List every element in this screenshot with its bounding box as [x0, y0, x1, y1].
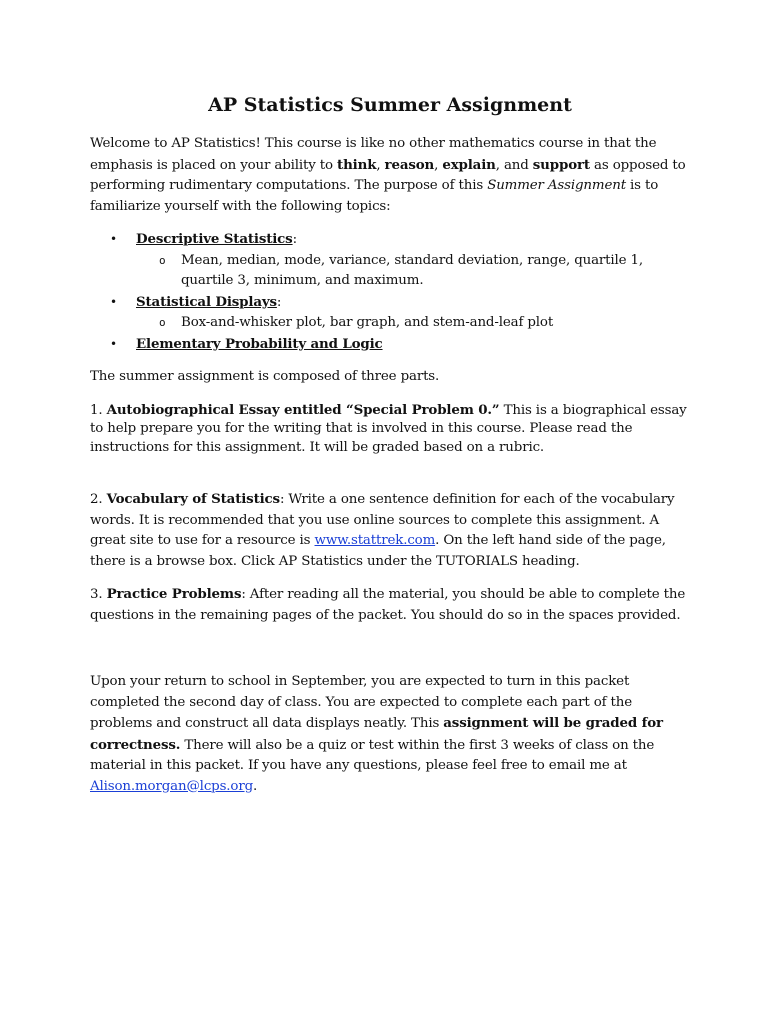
part-body: : After reading all the material, you should be able to complete the questions in the remaining pages of the packet. You should do so in the spaces provided. — [90, 587, 686, 623]
part-heading: Autobiographical Essay entitled “Special Problem 0.” — [106, 401, 500, 418]
part-body: . On the left hand side of the page, there is a browse box. Click AP Statistics under the TUTORIALS heading. — [90, 533, 666, 569]
intro-bold-support: support — [532, 156, 590, 173]
intro-text: as opposed to performing rudimentary computations. The purpose of this — [90, 157, 686, 193]
part-heading: Vocabulary of Statistics — [106, 491, 280, 507]
topic-item-statistical-displays — [110, 292, 690, 334]
intro-text: Welcome to AP Statistics! This course is like no other mathematics course in that the emphasis is placed on your ability to — [90, 136, 657, 173]
bullet-icon: • — [110, 336, 117, 351]
closing-bold: assignment will be graded for correctness. — [90, 715, 663, 753]
subtopic-list — [136, 251, 690, 292]
topic-suffix: : — [292, 232, 297, 247]
intro-text: , and — [495, 157, 533, 173]
intro-bold-reason: reason — [384, 156, 435, 173]
closing-paragraph — [90, 672, 690, 797]
circle-bullet-icon: o — [159, 316, 166, 329]
intro-text: is to familiarize yourself with the following topics: — [90, 178, 659, 214]
email-link[interactable]: Alison.morgan@lcps.org — [90, 778, 253, 794]
topic-item-descriptive-statistics — [110, 229, 690, 292]
subtopic-list — [136, 313, 690, 334]
part-number: 1. — [90, 402, 107, 418]
topics-list — [90, 229, 690, 355]
topic-label: Descriptive Statistics — [136, 231, 293, 247]
topic-label: Statistical Displays — [136, 293, 277, 310]
part-number: 2. — [90, 492, 107, 507]
topic-suffix: : — [276, 294, 282, 310]
intro-paragraph — [90, 134, 690, 217]
part-body: : Write a one sentence definition for each of the vocabulary words. It is recommended that you use online sources to complete this assignment. A great site to use for a resource is — [90, 492, 675, 548]
part-heading: Practice Problems — [106, 586, 242, 602]
closing-text: There will also be a quiz or test within the first 3 weeks of class on the material in this packet. If you have any questions, please feel free to email me at — [90, 737, 655, 773]
document-title: AP Statistics Summer Assignment — [208, 94, 572, 116]
intro-bold-explain: explain — [442, 156, 496, 173]
document-page — [90, 92, 690, 797]
bullet-icon: • — [110, 232, 117, 246]
part2-paragraph — [90, 489, 690, 572]
part3-paragraph — [90, 584, 690, 626]
circle-bullet-icon: o — [159, 253, 166, 267]
topic-item-elementary-probability — [110, 334, 690, 356]
part-body: This is a biographical essay to help prepare you for the writing that is involved in this course. Please read the instructions for this assignment. It will be graded based on a rubric. — [90, 402, 687, 455]
subtopic-item — [159, 251, 690, 292]
summary-paragraph: The summer assignment is composed of three parts. — [90, 369, 440, 384]
stattrek-link[interactable]: www.stattrek.com — [314, 533, 436, 548]
closing-text: Upon your return to school in September, you are expected to turn in this packet completed the second day of class. You are expected to complete each part of the problems and construct all data displays neatly. This — [90, 674, 633, 731]
subtopic-item — [159, 313, 690, 334]
intro-italic-summer-assignment: Summer Assignment — [487, 178, 626, 193]
topic-label: Elementary Probability and Logic — [136, 335, 383, 352]
bullet-icon: • — [110, 294, 117, 309]
part-number: 3. — [90, 587, 107, 602]
intro-text: , — [376, 157, 385, 173]
intro-text: , — [434, 157, 443, 173]
intro-bold-think: think — [337, 156, 377, 173]
subtopic-text: Mean, median, mode, variance, standard deviation, range, quartile 1, quartile 3, minimum, and maximum. — [181, 252, 644, 288]
closing-text: . — [253, 778, 258, 794]
part1-paragraph — [90, 401, 690, 458]
subtopic-text: Box-and-whisker plot, bar graph, and stem-and-leaf plot — [181, 315, 554, 330]
